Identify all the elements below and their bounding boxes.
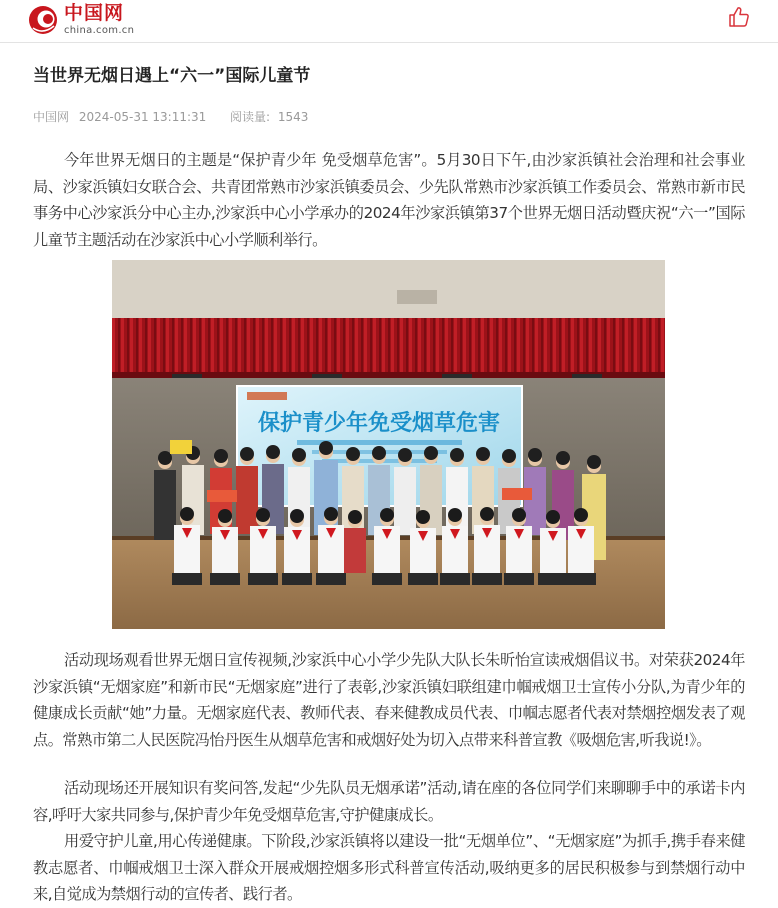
read-count-label: 阅读量: — [229, 110, 270, 124]
article-meta — [33, 109, 308, 125]
site-logo[interactable] — [27, 3, 134, 37]
banner-title-text: 保护青少年免受烟草危害 — [257, 411, 501, 436]
article-source: 中国网 — [33, 110, 70, 124]
logo-domain-text: china.com.cn — [64, 25, 135, 36]
article-paragraph: 活动现场观看世界无烟日宣传视频,沙家浜中心小学少先队大队长朱昕怡宣读戒烟倡议书。对荣获2024年沙家浜镇“无烟家庭”和新市民“无烟家庭”进行了表彰,沙家浜镇妇联组建巾帼戒烟卫士宣传小分队,为青少年的健康成长贡献“她”力量。无烟家庭代表、教师代表、春来健教成员代表、巾帼志愿者代表对禁烟控烟发表了观点。常熟市第二人民医院冯怡丹医生从烟草危害和戒烟好处为切入点带来科普宣教《吸烟危害,听我说!》。 — [33, 651, 745, 749]
article-title: 当世界无烟日遇上“六一”国际儿童节 — [33, 66, 311, 86]
article-paragraph: 用爱守护儿童,用心传递健康。下阶段,沙家浜镇将以建设一批“无烟单位”、“无烟家庭”为抓手,携手春来健教志愿者、巾帼戒烟卫士深入群众开展戒烟控烟多形式科普宣传活动,吸纳更多的居民积极参与到禁烟行动中来,自觉成为禁烟行动的宣传者、践行者。 — [33, 832, 745, 903]
logo-chinese-text: 中国网 — [64, 2, 125, 24]
article-paragraph: 今年世界无烟日的主题是“保护青少年 免受烟草危害”。5月30日下午,由沙家浜镇社会治理和社会事业局、沙家浜镇妇女联合会、共青团常熟市沙家浜镇委员会、少先队常熟市沙家浜镇工作委员会、常熟市新市民事务中心沙家浜分中心主办,沙家浜中心小学承办的2024年沙家浜镇第37个世界无烟日活动暨庆祝“六一”国际儿童节主题活动在沙家浜中心小学顺利举行。 — [33, 151, 745, 249]
site-header — [0, 0, 778, 43]
thumbs-up-icon[interactable] — [727, 5, 751, 29]
article-datetime: 2024-05-31 13:11:31 — [78, 110, 207, 124]
china-com-cn-logo-icon — [27, 4, 59, 36]
photo-illustration — [112, 260, 665, 629]
read-count: 1543 — [277, 110, 309, 124]
event-group-photo — [112, 260, 665, 629]
article-paragraph: 活动现场还开展知识有奖问答,发起“少先队员无烟承诺”活动,请在座的各位同学们来聊聊手中的承诺卡内容,呼吁大家共同参与,保护青少年免受烟草危害,守护健康成长。 — [33, 779, 745, 824]
